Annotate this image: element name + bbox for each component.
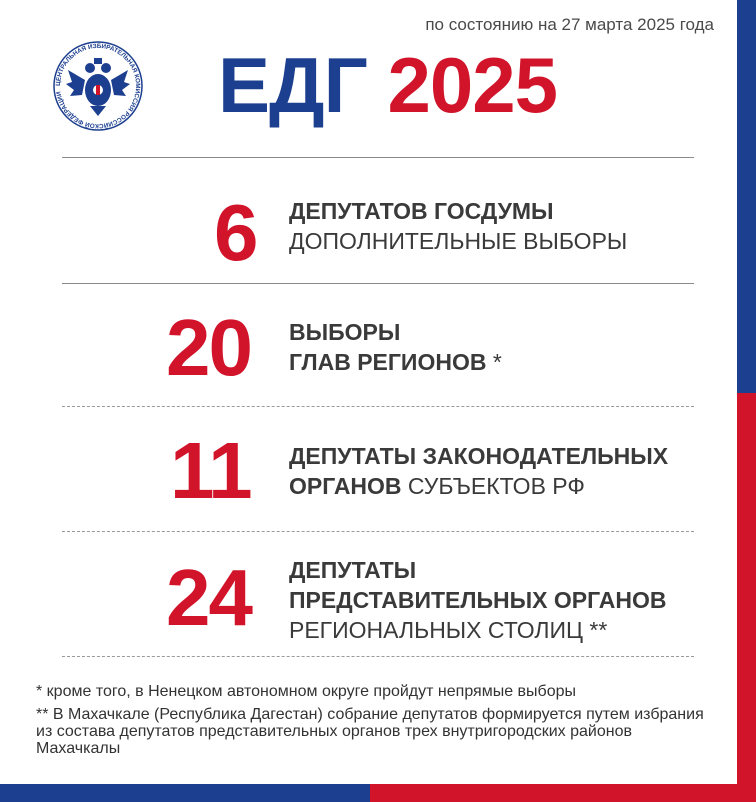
divider xyxy=(62,157,694,158)
bottom-stripe-blue xyxy=(0,784,370,802)
stat-number: 20 xyxy=(166,303,251,392)
stat-label-line: ДЕПУТАТЫ xyxy=(289,557,417,583)
stat-label-line: СУБЪЕКТОВ РФ xyxy=(401,473,585,499)
stat-label-line: ДОПОЛНИТЕЛЬНЫЕ ВЫБОРЫ xyxy=(289,228,628,254)
divider xyxy=(62,656,694,657)
date-note: по состоянию на 27 марта 2025 года xyxy=(425,15,714,34)
stat-number: 24 xyxy=(166,553,251,642)
stat-label xyxy=(289,555,666,645)
stat-number: 11 xyxy=(170,426,251,515)
stat-label-line: ПРЕДСТАВИТЕЛЬНЫХ ОРГАНОВ xyxy=(289,587,667,613)
right-stripe-red xyxy=(737,393,756,802)
divider xyxy=(62,531,694,532)
bottom-stripe-red xyxy=(370,784,756,802)
stat-label xyxy=(289,441,668,501)
emblem-caption: ЦЕНТРАЛЬНАЯ ИЗБИРАТЕЛЬНАЯ КОМИССИЯ РОССИЙСКОЙ ФЕДЕРАЦИИ xyxy=(54,42,142,130)
double-headed-eagle-icon xyxy=(52,40,144,132)
page-title xyxy=(218,41,558,129)
stat-label-line: ДЕПУТАТОВ ГОСДУМЫ xyxy=(289,198,554,224)
divider xyxy=(62,406,694,407)
stat-label-line: ГЛАВ РЕГИОНОВ xyxy=(289,349,487,375)
footnote-1: * кроме того, в Ненецком автономном округе пройдут непрямые выборы xyxy=(36,683,576,700)
stat-number: 6 xyxy=(214,188,257,277)
footnote-marker: * xyxy=(486,349,502,375)
stat-label xyxy=(289,317,502,377)
stat-label-line: ОРГАНОВ xyxy=(289,473,402,499)
stat-label-line: РЕГИОНАЛЬНЫХ СТОЛИЦ ** xyxy=(289,617,608,643)
right-stripe-blue xyxy=(737,0,756,393)
footnotes xyxy=(36,683,716,763)
stat-label-line: ДЕПУТАТЫ ЗАКОНОДАТЕЛЬНЫХ xyxy=(289,443,669,469)
title-edg: ЕДГ xyxy=(218,41,367,129)
stat-label-line: ВЫБОРЫ xyxy=(289,319,401,345)
footnote-2: ** В Махачкале (Республика Дагестан) собрание депутатов формируется путем избрания из состава депутатов представительных органов трех внутригородских районов Махачкалы xyxy=(36,706,704,757)
divider xyxy=(62,283,694,284)
title-year: 2025 xyxy=(387,41,558,129)
stat-label xyxy=(289,196,627,256)
